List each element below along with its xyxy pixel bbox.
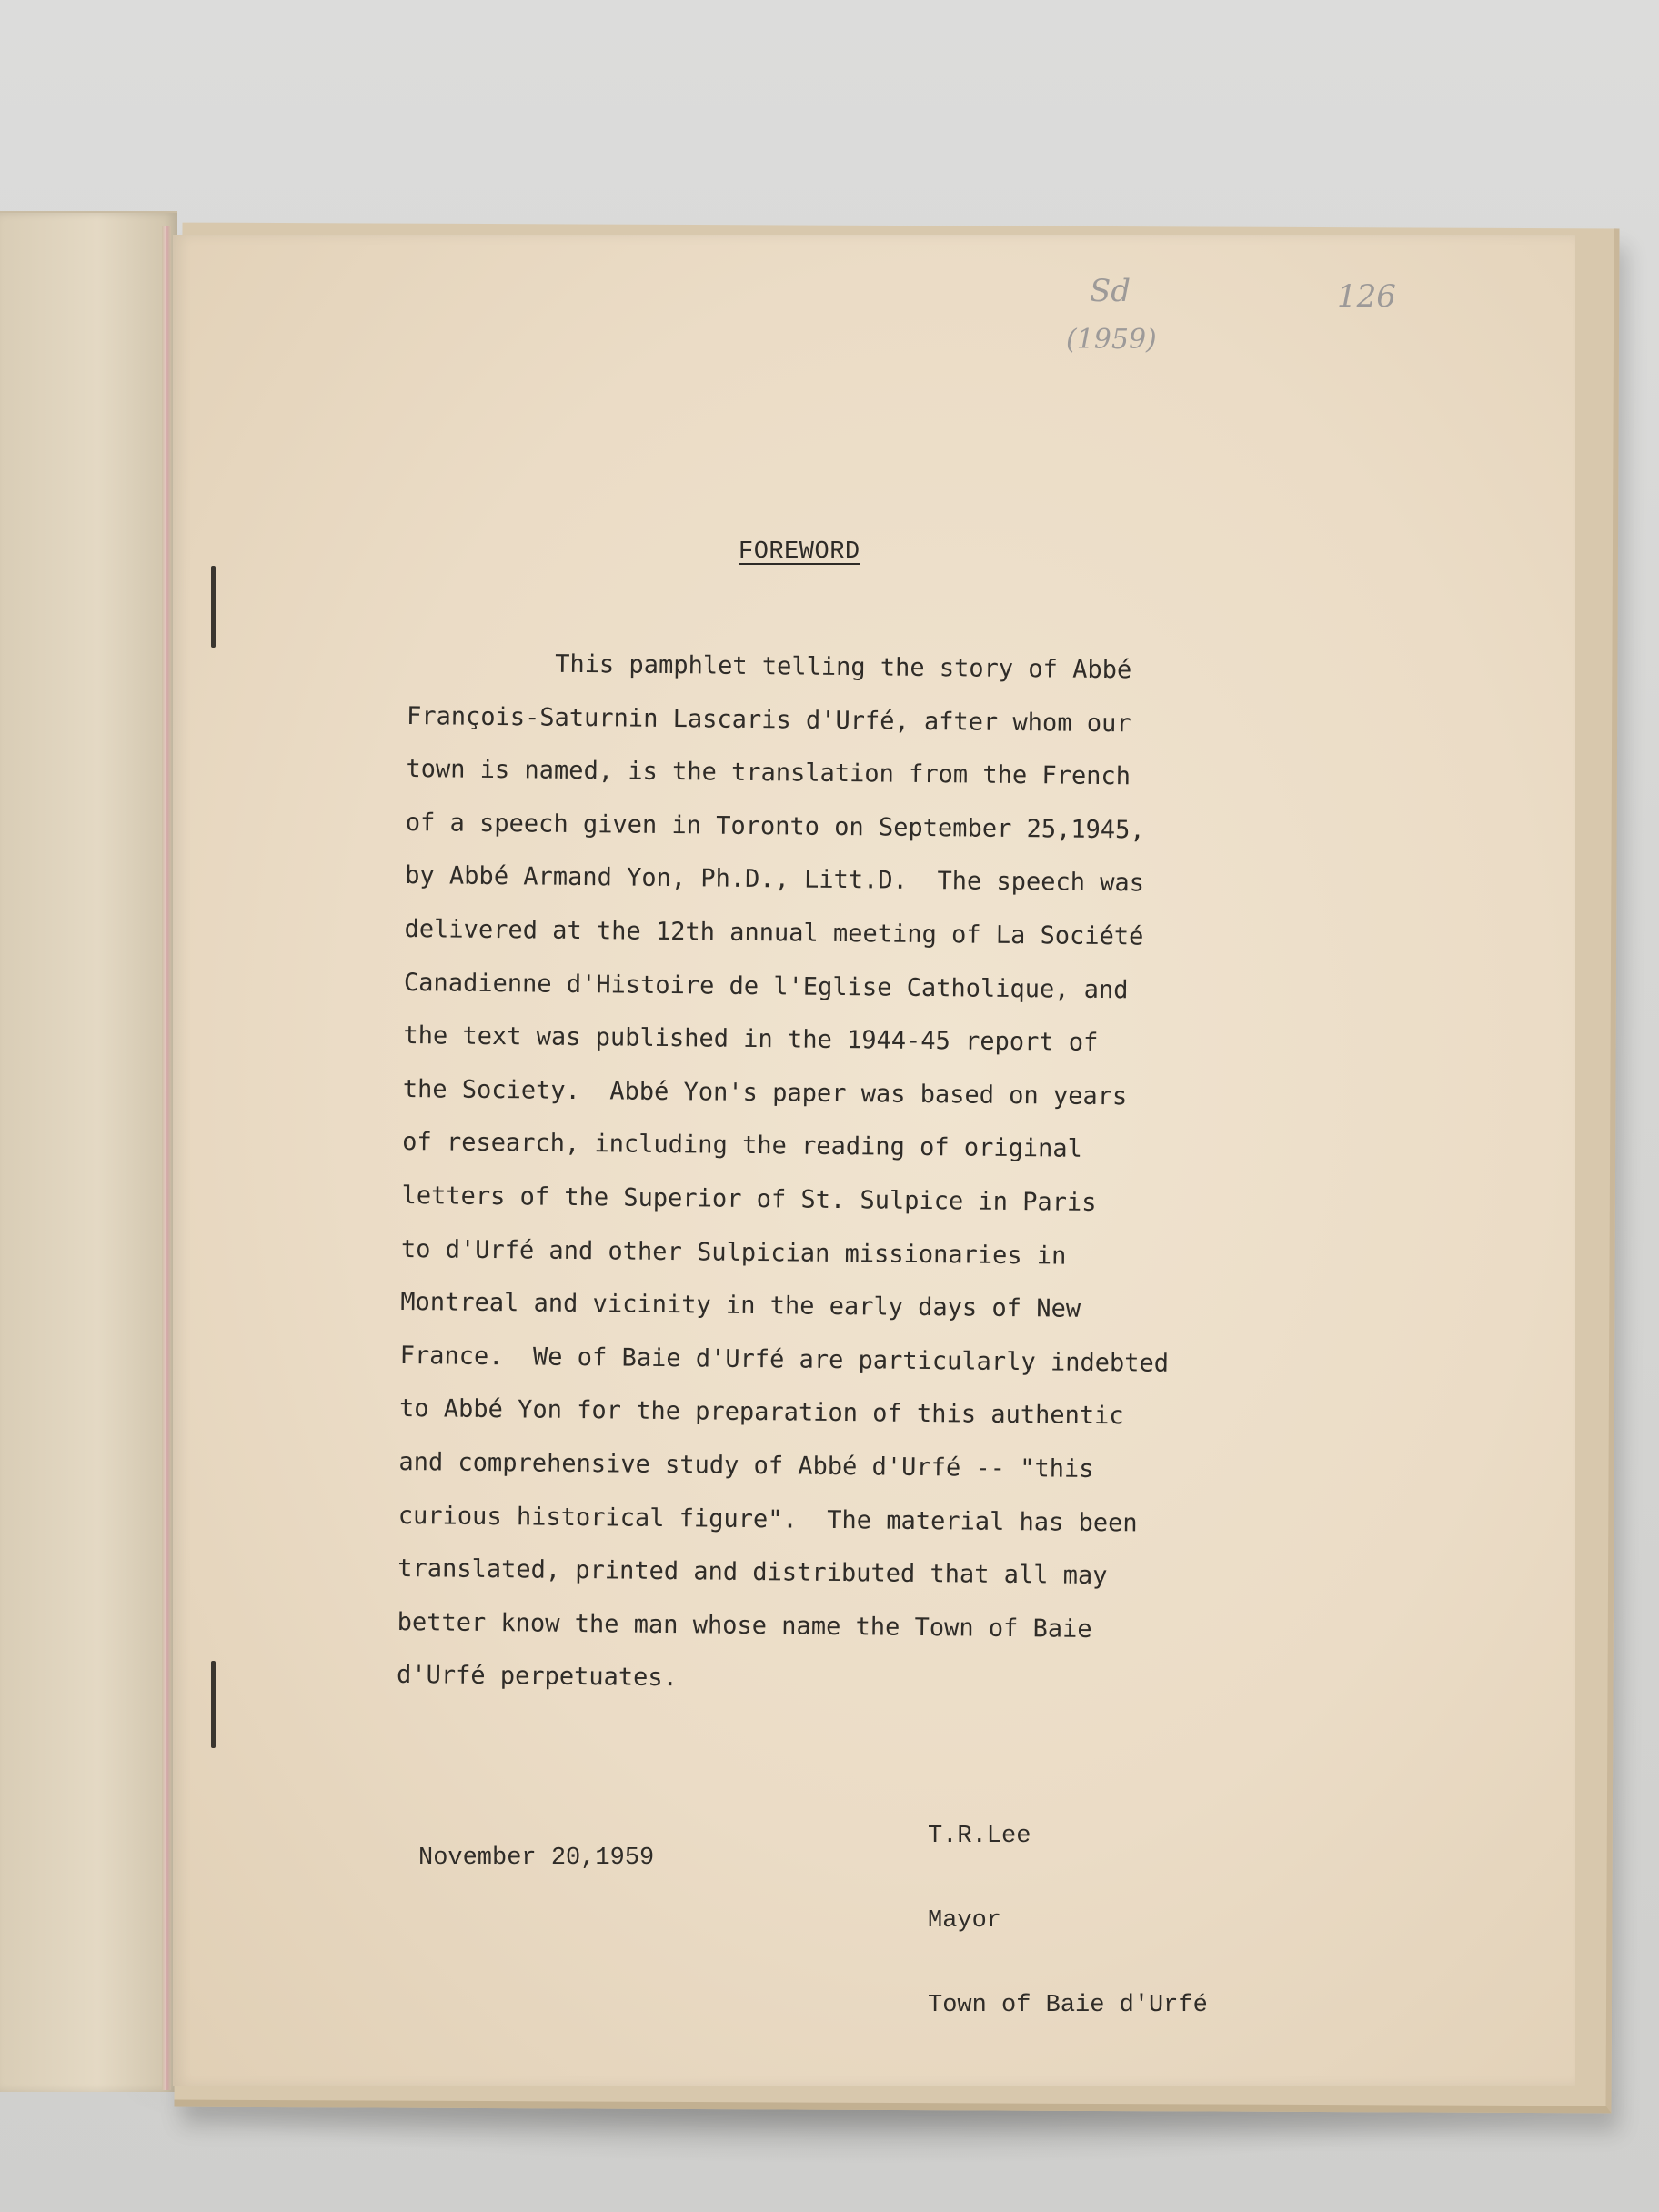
- body-line: of research, including the reading of original: [402, 1128, 1083, 1164]
- body-line: town is named, is the translation from the French: [406, 755, 1131, 791]
- body-line: to d'Urfé and other Sulpician missionaries in: [400, 1234, 1067, 1271]
- body-line: delivered at the 12th annual meeting of La Société: [404, 914, 1144, 951]
- body-line: translated, printed and distributed that all may: [397, 1554, 1108, 1591]
- document-date: November 20,1959: [418, 1845, 655, 1872]
- body-line: and comprehensive study of Abbé d'Urfé -- "this: [398, 1447, 1094, 1483]
- body-line: François-Saturnin Lascaris d'Urfé, after whom our: [406, 701, 1131, 738]
- body-line: the text was published in the 1944-45 report of: [403, 1021, 1099, 1058]
- signatory-name: T.R.Lee: [928, 1823, 1031, 1850]
- pencil-note-year: (1959): [1066, 324, 1157, 356]
- body-line: the Society. Abbé Yon's paper was based on years: [402, 1074, 1128, 1111]
- pencil-note-sd: Sd: [1090, 273, 1131, 309]
- signatory-organization: Town of Baie d'Urfé: [928, 1992, 1208, 2019]
- signature-block: [928, 1766, 1208, 2048]
- pencil-note-number: 126: [1337, 278, 1396, 315]
- pamphlet-cover: [0, 211, 177, 2092]
- staple-bottom: [211, 1661, 216, 1748]
- body-line: France. We of Baie d'Urfé are particularly indebted: [399, 1341, 1170, 1378]
- body-line: to Abbé Yon for the preparation of this authentic: [398, 1394, 1124, 1431]
- page-title: FOREWORD: [739, 538, 860, 566]
- pamphlet-spine: [162, 226, 171, 2090]
- staple-top: [211, 566, 216, 648]
- body-line: Canadienne d'Histoire de l'Eglise Catholique, and: [403, 968, 1129, 1004]
- body-line: This pamphlet telling the story of Abbé: [407, 648, 1132, 685]
- body-line: of a speech given in Toronto on September 25,1945,: [405, 808, 1145, 845]
- foreword-body: [397, 637, 1299, 1712]
- body-line: by Abbé Armand Yon, Ph.D., Litt.D. The speech was: [405, 861, 1145, 898]
- body-line: letters of the Superior of St. Sulpice in Paris: [401, 1181, 1097, 1217]
- body-line: Montreal and vicinity in the early days of New: [400, 1288, 1081, 1323]
- body-line: better know the man whose name the Town of Baie: [397, 1607, 1092, 1644]
- signatory-role: Mayor: [928, 1907, 1002, 1935]
- body-line: d'Urfé perpetuates.: [396, 1661, 679, 1693]
- body-line: curious historical figure". The material has been: [397, 1501, 1138, 1537]
